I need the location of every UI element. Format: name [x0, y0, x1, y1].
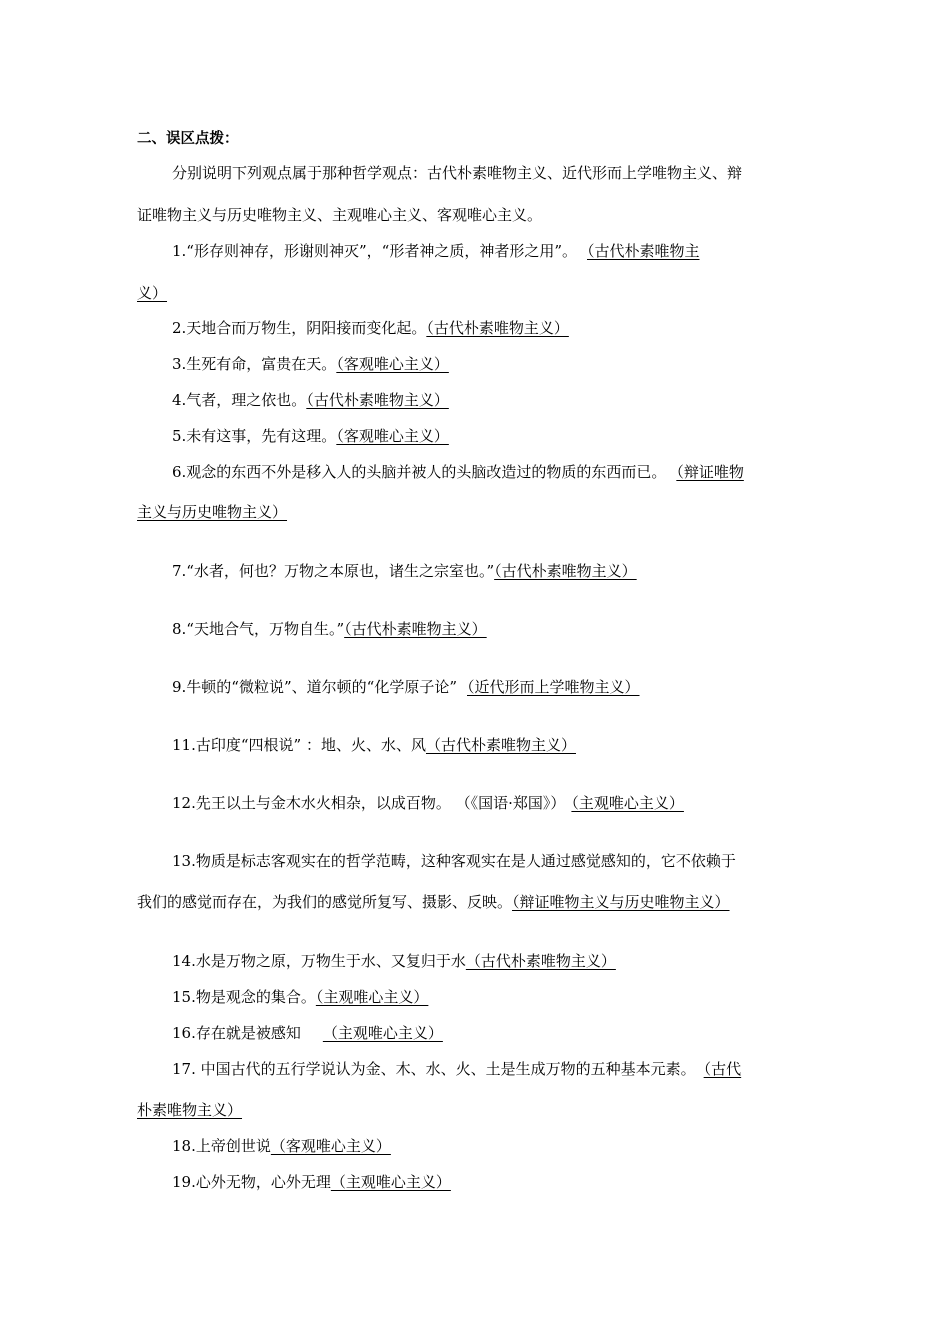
item-answer: （古代朴素唯物主义） — [344, 620, 487, 638]
item-2 — [172, 317, 569, 339]
item-answer: （古代朴素唯物主 — [587, 242, 700, 260]
item-question: 7.“水者，何也？万物之本原也，诸生之宗室也。” — [172, 562, 495, 580]
item-9 — [172, 676, 640, 698]
item-3 — [172, 353, 449, 375]
item-question: 17. 中国古代的五行学说认为金、木、水、火、土是生成万物的五种基本元素。 — [172, 1060, 696, 1078]
item-18 — [172, 1135, 391, 1157]
item-answer: （主观唯心主义） — [315, 988, 429, 1006]
item-1 — [172, 240, 700, 262]
item-question: 8.“天地合气，万物自生。” — [172, 620, 345, 638]
item-question: 19.心外无物，心外无理 — [172, 1173, 331, 1191]
item-16 — [172, 1022, 443, 1044]
item-answer: （古代朴素唯物主义） — [426, 319, 569, 337]
item-question: 15.物是观念的集合。 — [172, 988, 316, 1006]
item-question: 5.未有这事，先有这理。 — [172, 427, 337, 445]
item-7 — [172, 560, 637, 582]
item-13: 13.物质是标志客观实在的哲学范畴，这种客观实在是人通过感觉感知的，它不依赖于 — [172, 852, 736, 870]
item-answer: （古代朴素唯物主义） — [306, 391, 449, 409]
item-question: 6.观念的东西不外是移入人的头脑并被人的头脑改造过的物质的东西而已。 — [172, 463, 667, 481]
item-17 — [172, 1058, 741, 1080]
item-answer: （主观唯心主义） — [322, 1024, 443, 1042]
item-14 — [172, 950, 616, 972]
item-answer: （近代形而上学唯物主义） — [467, 678, 640, 696]
item-answer: （主观唯心主义） — [330, 1173, 451, 1191]
item-5 — [172, 425, 449, 447]
item-question: 1.“形存则神存，形谢则神灭”，“形者神之质，神者形之用”。 — [172, 242, 577, 260]
item-1-answer-cont: 义） — [137, 284, 168, 302]
item-6-answer-cont: 主义与历史唯物主义） — [137, 503, 288, 521]
item-6 — [172, 461, 744, 483]
item-answer: （客观唯心主义） — [336, 355, 449, 373]
item-answer: （客观唯心主义） — [336, 427, 449, 445]
item-question: 4.气者，理之依也。 — [172, 391, 307, 409]
intro-line-2: 证唯物主义与历史唯物主义、主观唯心主义、客观唯心主义。 — [137, 206, 543, 224]
item-answer: （古代朴素唯物主义） — [425, 736, 576, 754]
item-question: 3.生死有命，富贵在天。 — [172, 355, 337, 373]
item-11 — [172, 734, 576, 756]
item-question: 9.牛顿的“微粒说”、道尔顿的“化学原子论” — [172, 678, 457, 696]
item-4 — [172, 389, 449, 411]
item-12 — [172, 792, 684, 814]
item-question: 14.水是万物之原，万物生于水、又复归于水 — [172, 952, 466, 970]
item-answer: （客观唯心主义） — [270, 1137, 391, 1155]
item-8 — [172, 618, 487, 640]
item-answer: （主观唯心主义） — [571, 794, 684, 812]
item-19 — [172, 1171, 451, 1193]
item-17-answer-cont: 朴素唯物主义） — [137, 1101, 243, 1119]
item-answer: （古代 — [703, 1060, 742, 1078]
item-13-cont — [137, 891, 730, 913]
item-answer: （古代朴素唯物主义） — [494, 562, 637, 580]
item-answer: （辩证唯物 — [676, 463, 744, 481]
item-question: 16.存在就是被感知 — [172, 1024, 301, 1042]
intro-line-1: 分别说明下列观点属于那种哲学观点：古代朴素唯物主义、近代形而上学唯物主义、辩 — [172, 164, 743, 182]
item-answer: （古代朴素唯物主义） — [465, 952, 616, 970]
section-heading: 二、误区点拨： — [137, 131, 239, 147]
item-question: 18.上帝创世说 — [172, 1137, 271, 1155]
item-question: 2.天地合而万物生，阴阳接而变化起。 — [172, 319, 427, 337]
item-answer: （辩证唯物主义与历史唯物主义） — [512, 893, 730, 911]
item-question: 我们的感觉而存在，为我们的感觉所复写、摄影、反映。 — [137, 893, 513, 911]
item-question: 12.先王以土与金木水火相杂，以成百物。 （《国语·郑国》） — [172, 794, 566, 812]
item-question: 11.古印度“四根说” ：地、火、水、风 — [172, 736, 426, 754]
item-15 — [172, 986, 428, 1008]
